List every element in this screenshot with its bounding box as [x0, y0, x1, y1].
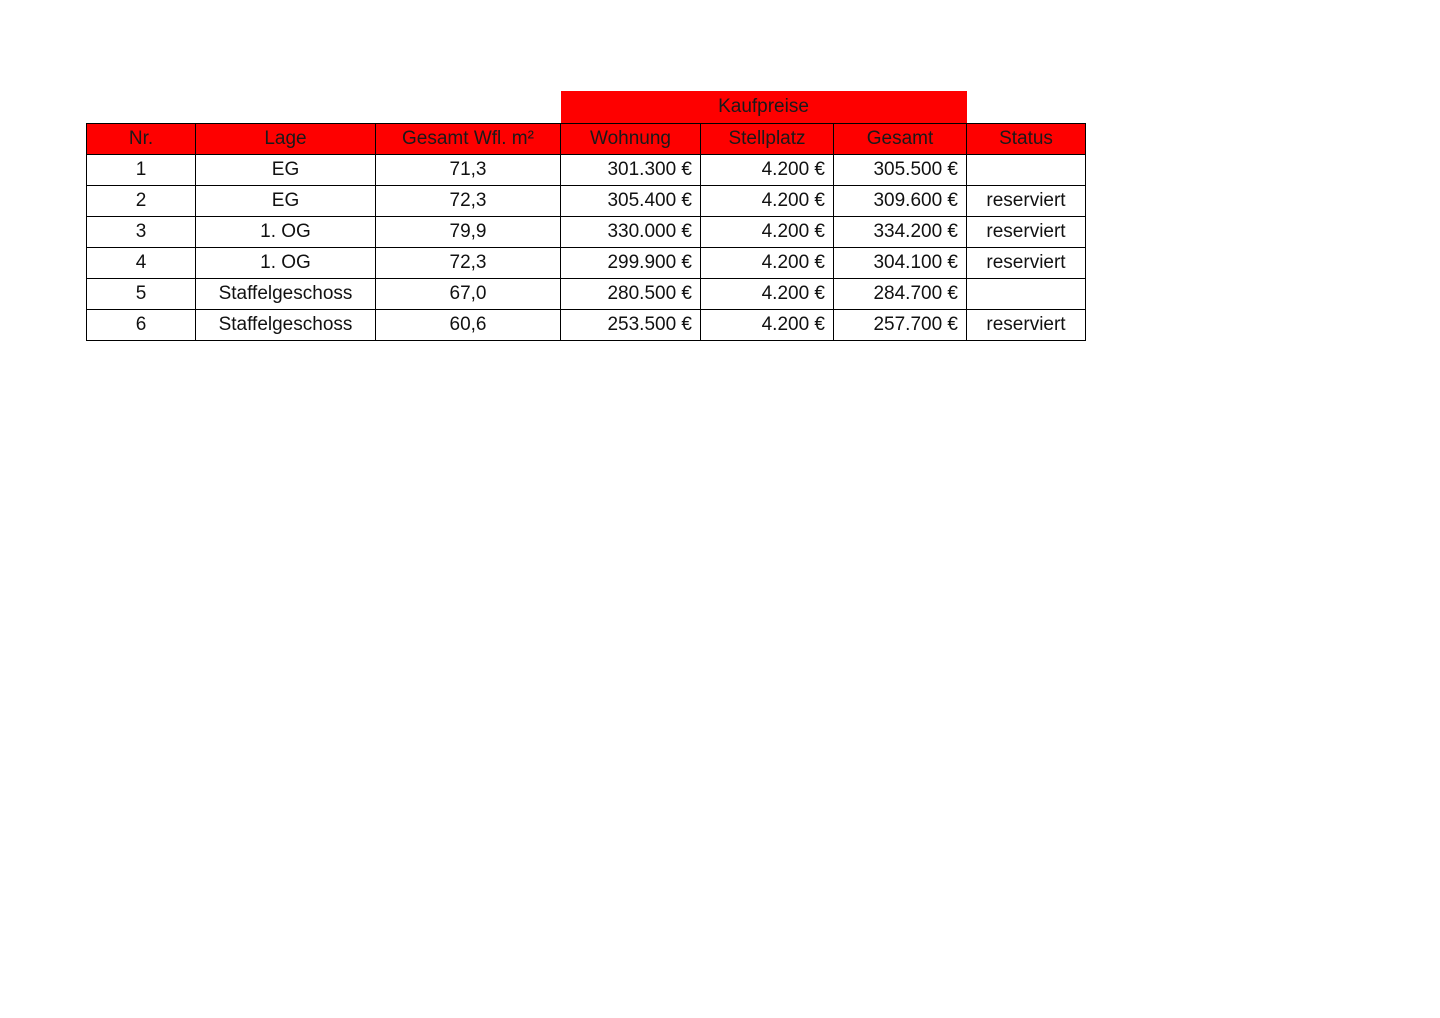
cell-gesamt: 284.700 € — [834, 279, 967, 310]
column-header-status: Status — [967, 124, 1086, 155]
price-table — [86, 91, 1086, 341]
table-row — [87, 310, 1086, 341]
table-body — [87, 155, 1086, 341]
price-table-container — [86, 91, 1086, 341]
cell-wohnung: 253.500 € — [561, 310, 701, 341]
column-header-lage: Lage — [196, 124, 376, 155]
cell-wfl: 60,6 — [376, 310, 561, 341]
group-header-kaufpreise: Kaufpreise — [561, 91, 967, 124]
table-header-row — [87, 124, 1086, 155]
cell-status: reserviert — [967, 248, 1086, 279]
column-header-nr: Nr. — [87, 124, 196, 155]
cell-lage: 1. OG — [196, 248, 376, 279]
cell-stellplatz: 4.200 € — [701, 155, 834, 186]
cell-wohnung: 280.500 € — [561, 279, 701, 310]
cell-wohnung: 305.400 € — [561, 186, 701, 217]
table-row — [87, 248, 1086, 279]
cell-nr: 5 — [87, 279, 196, 310]
cell-stellplatz: 4.200 € — [701, 310, 834, 341]
cell-wfl: 72,3 — [376, 186, 561, 217]
cell-lage: Staffelgeschoss — [196, 279, 376, 310]
cell-stellplatz: 4.200 € — [701, 217, 834, 248]
cell-lage: EG — [196, 186, 376, 217]
cell-gesamt: 257.700 € — [834, 310, 967, 341]
cell-nr: 6 — [87, 310, 196, 341]
cell-status — [967, 155, 1086, 186]
cell-wohnung: 301.300 € — [561, 155, 701, 186]
cell-wfl: 71,3 — [376, 155, 561, 186]
cell-stellplatz: 4.200 € — [701, 248, 834, 279]
cell-status: reserviert — [967, 186, 1086, 217]
cell-status — [967, 279, 1086, 310]
cell-wfl: 67,0 — [376, 279, 561, 310]
cell-wohnung: 330.000 € — [561, 217, 701, 248]
cell-nr: 2 — [87, 186, 196, 217]
cell-gesamt: 309.600 € — [834, 186, 967, 217]
table-row — [87, 186, 1086, 217]
group-header-row — [87, 91, 1086, 124]
cell-gesamt: 334.200 € — [834, 217, 967, 248]
cell-status: reserviert — [967, 310, 1086, 341]
cell-stellplatz: 4.200 € — [701, 186, 834, 217]
cell-wohnung: 299.900 € — [561, 248, 701, 279]
table-row — [87, 155, 1086, 186]
column-header-gesamt: Gesamt — [834, 124, 967, 155]
table-row — [87, 279, 1086, 310]
cell-lage: Staffelgeschoss — [196, 310, 376, 341]
column-header-wohnung: Wohnung — [561, 124, 701, 155]
cell-lage: 1. OG — [196, 217, 376, 248]
cell-nr: 4 — [87, 248, 196, 279]
cell-gesamt: 304.100 € — [834, 248, 967, 279]
cell-lage: EG — [196, 155, 376, 186]
group-header-spacer-left — [87, 91, 561, 124]
cell-nr: 1 — [87, 155, 196, 186]
cell-wfl: 72,3 — [376, 248, 561, 279]
column-header-stellplatz: Stellplatz — [701, 124, 834, 155]
cell-gesamt: 305.500 € — [834, 155, 967, 186]
cell-wfl: 79,9 — [376, 217, 561, 248]
group-header-spacer-right — [967, 91, 1086, 124]
column-header-gesamt-wfl: Gesamt Wfl. m² — [376, 124, 561, 155]
cell-nr: 3 — [87, 217, 196, 248]
cell-stellplatz: 4.200 € — [701, 279, 834, 310]
cell-status: reserviert — [967, 217, 1086, 248]
table-row — [87, 217, 1086, 248]
